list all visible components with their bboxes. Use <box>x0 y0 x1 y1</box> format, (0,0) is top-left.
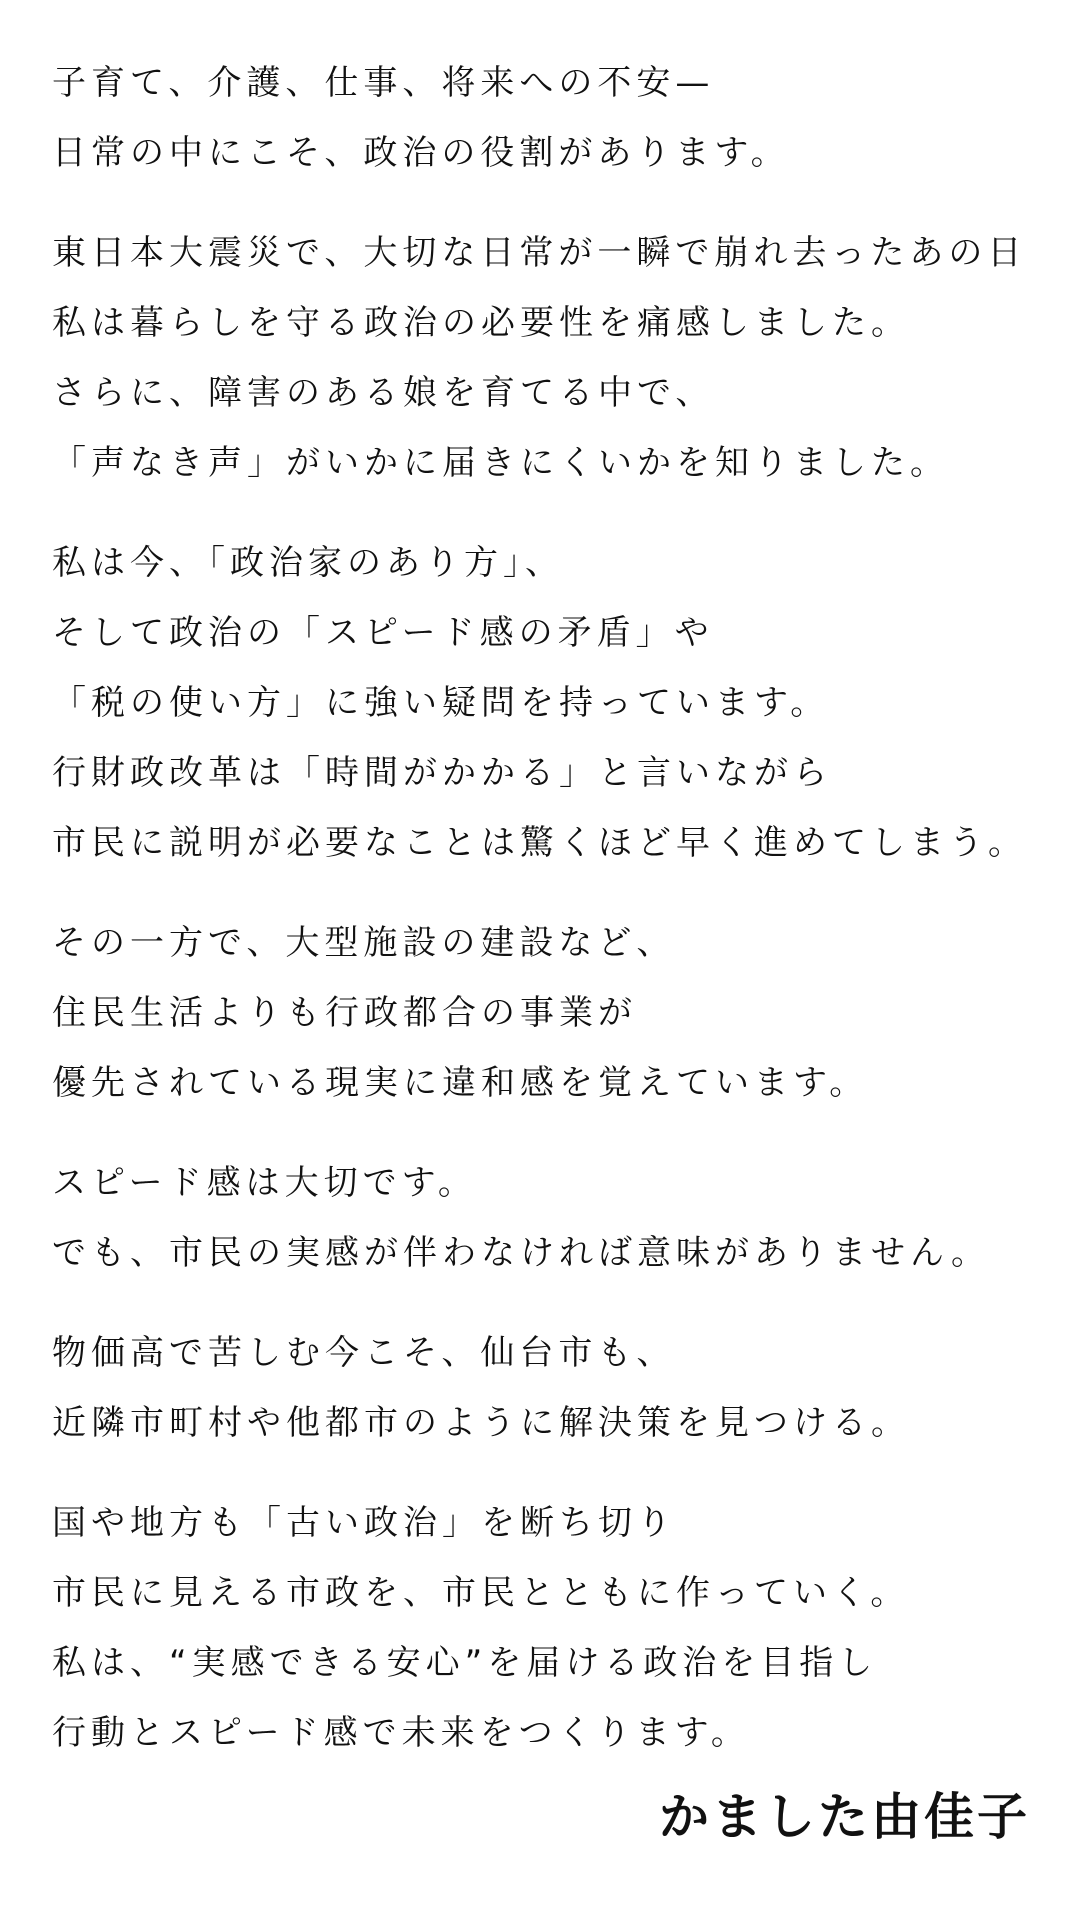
text-line: そして政治の「スピード感の矛盾」や <box>52 613 714 653</box>
paragraph-speed <box>52 1148 1042 1288</box>
message-document <box>52 48 1042 1798</box>
signature-name: かました由佳子 <box>659 1788 1030 1846</box>
text-line: 私は今、「政治家のあり方」、 <box>52 543 564 583</box>
text-line: 東日本大震災で、大切な日常が一瞬で崩れ去ったあの日 <box>52 233 1027 273</box>
paragraph-intro <box>52 48 1042 188</box>
paragraph-prices <box>52 1318 1042 1458</box>
text-line: 優先されている現実に違和感を覚えています。 <box>52 1063 869 1103</box>
text-line: さらに、障害のある娘を育てる中で、 <box>52 373 715 413</box>
text-line: 子育て、介護、仕事、将来への不安— <box>52 63 715 103</box>
text-line: 「声なき声」がいかに届きにくいかを知りました。 <box>52 443 949 483</box>
paragraph-concerns <box>52 528 1042 878</box>
text-line: スピード感は大切です。 <box>52 1163 477 1203</box>
text-line: でも、市民の実感が伴わなければ意味がありません。 <box>52 1233 991 1273</box>
paragraph-facilities <box>52 908 1042 1118</box>
text-line: 市民に説明が必要なことは驚くほど早く進めてしまう。 <box>52 823 1027 863</box>
text-line: その一方で、大型施設の建設など、 <box>52 923 676 963</box>
text-line: 物価高で苦しむ今こそ、仙台市も、 <box>52 1333 676 1373</box>
text-line: 近隣市町村や他都市のように解決策を見つける。 <box>52 1403 910 1443</box>
text-line: 住民生活よりも行政都合の事業が <box>52 993 637 1033</box>
text-line: 国や地方も「古い政治」を断ち切り <box>52 1503 676 1543</box>
text-line: 日常の中にこそ、政治の役割があります。 <box>52 133 790 173</box>
text-line: 行財政改革は「時間がかかる」と言いながら <box>52 753 832 793</box>
text-line: 市民に見える市政を、市民とともに作っていく。 <box>52 1573 910 1613</box>
text-line: 私は、“実感できる安心”を届ける政治を目指し <box>52 1643 878 1683</box>
text-line: 「税の使い方」に強い疑問を持っています。 <box>52 683 830 723</box>
paragraph-earthquake <box>52 218 1042 498</box>
text-line: 行動とスピード感で未来をつくります。 <box>52 1713 750 1753</box>
paragraph-future <box>52 1488 1042 1768</box>
text-line: 私は暮らしを守る政治の必要性を痛感しました。 <box>52 303 910 343</box>
